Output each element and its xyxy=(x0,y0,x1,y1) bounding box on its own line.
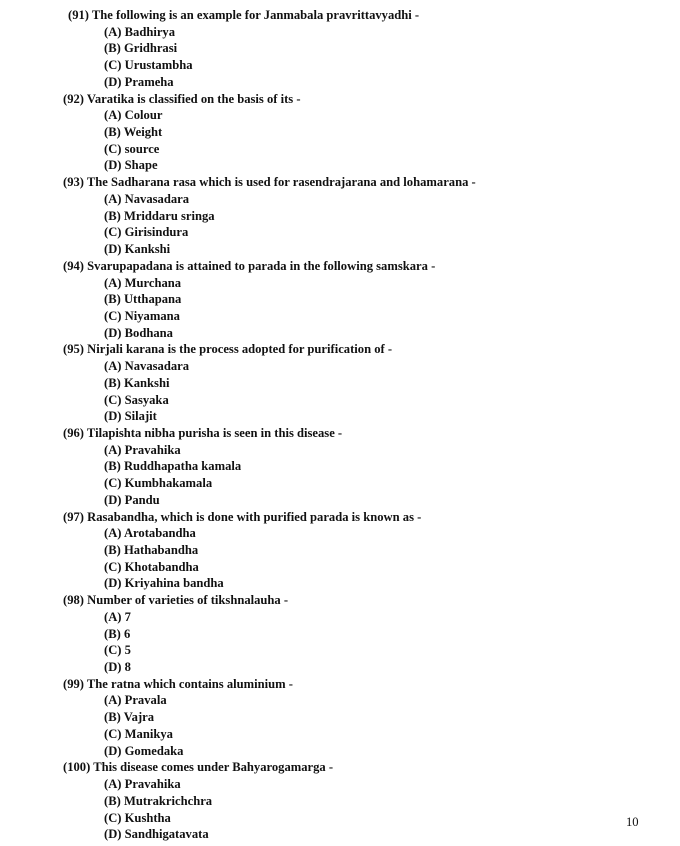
option-text: Kankshi xyxy=(123,375,170,390)
question-text: Svarupapadana is attained to parada in the following samskara - xyxy=(87,258,436,273)
option-label: (D) xyxy=(104,409,122,424)
option-text: Colour xyxy=(124,108,163,123)
question-line xyxy=(0,258,680,275)
answer-option xyxy=(0,241,680,258)
answer-option xyxy=(0,24,680,41)
option-text: Weight xyxy=(123,125,163,140)
question-number: (95) xyxy=(63,342,84,357)
question-text: This disease comes under Bahyarogamarga - xyxy=(93,760,334,775)
question-text: Tilapishta nibha purisha is seen in this disease - xyxy=(86,425,343,440)
option-text: Kriyahina bandha xyxy=(124,576,224,591)
question-number: (91) xyxy=(68,8,89,22)
option-label: (A) xyxy=(104,275,122,290)
answer-option xyxy=(0,642,680,659)
answer-option xyxy=(0,325,680,342)
question-text: The Sadharana rasa which is used for rasendrajarana and lohamarana - xyxy=(86,175,476,190)
question-number: (97) xyxy=(63,509,84,524)
question-text: Varatika is classified on the basis of its - xyxy=(86,91,301,106)
option-text: Gomedaka xyxy=(124,743,184,758)
answer-option xyxy=(0,375,680,392)
answer-option xyxy=(0,124,680,141)
answer-option xyxy=(0,726,680,743)
option-label: (B) xyxy=(104,710,121,725)
option-text: Kushtha xyxy=(124,810,171,825)
option-label: (B) xyxy=(104,41,121,56)
question-block xyxy=(0,425,680,509)
option-text: Sasyaka xyxy=(124,392,169,407)
option-text: 7 xyxy=(124,609,131,624)
question-line xyxy=(0,341,680,358)
question-line xyxy=(0,676,680,693)
option-text: Niyamana xyxy=(124,308,180,323)
question-block xyxy=(0,341,680,425)
answer-option xyxy=(0,692,680,709)
option-label: (A) xyxy=(104,108,122,123)
option-label: (A) xyxy=(104,191,122,206)
answer-option xyxy=(0,408,680,425)
option-label: (C) xyxy=(104,726,122,741)
question-number: (92) xyxy=(63,91,84,106)
option-text: Shape xyxy=(124,158,158,173)
option-text: Pravahika xyxy=(124,442,181,457)
question-line xyxy=(0,91,680,108)
answer-option xyxy=(0,776,680,793)
answer-option xyxy=(0,542,680,559)
question-block xyxy=(0,676,680,760)
option-text: Sandhigatavata xyxy=(124,827,209,842)
option-text: Silajit xyxy=(124,409,157,424)
answer-option xyxy=(0,224,680,241)
option-label: (C) xyxy=(104,643,122,658)
question-number: (93) xyxy=(63,175,84,190)
answer-option xyxy=(0,57,680,74)
option-label: (B) xyxy=(104,626,121,641)
question-text: Number of varieties of tikshnalauha - xyxy=(87,593,289,608)
option-label: (A) xyxy=(104,777,122,792)
answer-option xyxy=(0,74,680,91)
option-text: 6 xyxy=(123,626,131,641)
option-label: (A) xyxy=(104,442,122,457)
question-number: (99) xyxy=(63,676,84,691)
question-line xyxy=(0,174,680,191)
option-label: (A) xyxy=(104,526,122,541)
option-label: (D) xyxy=(104,492,122,507)
question-number: (98) xyxy=(63,593,84,608)
option-text: 8 xyxy=(124,660,131,675)
page-number: 10 xyxy=(626,815,639,829)
option-text: Manikya xyxy=(124,726,173,741)
option-text: Urustambha xyxy=(124,58,193,73)
option-label: (D) xyxy=(104,158,122,173)
question-line xyxy=(0,7,680,24)
question-line xyxy=(0,509,680,526)
question-text: Rasabandha, which is done with purified parada is known as - xyxy=(87,509,422,524)
option-label: (B) xyxy=(104,208,121,223)
answer-option xyxy=(0,157,680,174)
option-label: (D) xyxy=(104,576,122,591)
option-text: Ruddhapatha kamala xyxy=(123,459,242,474)
option-text: Mutrakrichchra xyxy=(123,793,213,808)
question-number: (94) xyxy=(63,258,84,273)
option-label: (C) xyxy=(104,308,122,323)
answer-option xyxy=(0,208,680,225)
option-label: (C) xyxy=(104,58,122,73)
question-text: Nirjali karana is the process adopted for purification of - xyxy=(87,342,393,357)
answer-option xyxy=(0,609,680,626)
question-number: (96) xyxy=(63,425,84,440)
answer-option xyxy=(0,40,680,57)
option-text: Badhirya xyxy=(124,24,176,39)
option-label: (C) xyxy=(104,559,122,574)
answer-option xyxy=(0,743,680,760)
option-text: Prameha xyxy=(124,74,174,89)
answer-option xyxy=(0,358,680,375)
answer-option xyxy=(0,525,680,542)
option-text: Kankshi xyxy=(124,242,171,257)
option-label: (B) xyxy=(104,793,121,808)
option-text: Vajra xyxy=(123,710,155,725)
option-label: (D) xyxy=(104,660,122,675)
option-text: Pravahika xyxy=(124,777,181,792)
option-text: Pandu xyxy=(124,492,160,507)
option-label: (B) xyxy=(104,375,121,390)
answer-option xyxy=(0,275,680,292)
answer-option xyxy=(0,291,680,308)
question-block xyxy=(0,7,680,91)
answer-option xyxy=(0,659,680,676)
question-block xyxy=(0,91,680,175)
option-text: Gridhrasi xyxy=(123,41,178,56)
option-label: (D) xyxy=(104,242,122,257)
option-text: Mriddaru sringa xyxy=(123,208,215,223)
answer-option xyxy=(0,810,680,827)
answer-option xyxy=(0,191,680,208)
option-text: Kumbhakamala xyxy=(124,476,213,491)
question-line xyxy=(0,592,680,609)
question-block xyxy=(0,174,680,258)
answer-option xyxy=(0,107,680,124)
option-text: Utthapana xyxy=(123,292,182,307)
answer-option xyxy=(0,575,680,592)
option-text: Navasadara xyxy=(124,191,190,206)
option-label: (B) xyxy=(104,125,121,140)
option-text: Bodhana xyxy=(124,325,173,340)
option-label: (B) xyxy=(104,459,121,474)
option-label: (A) xyxy=(104,24,122,39)
option-label: (D) xyxy=(104,743,122,758)
option-label: (A) xyxy=(104,693,122,708)
answer-option xyxy=(0,826,680,843)
question-block xyxy=(0,592,680,676)
question-text: The ratna which contains aluminium - xyxy=(86,676,293,691)
answer-option xyxy=(0,458,680,475)
option-text: Arotabandha xyxy=(123,526,196,541)
option-label: (B) xyxy=(104,543,121,557)
option-text: source xyxy=(124,141,160,156)
option-text: Girisindura xyxy=(124,225,189,240)
option-text: Murchana xyxy=(124,275,182,290)
option-text: Navasadara xyxy=(124,359,190,374)
question-line xyxy=(0,759,680,776)
answer-option xyxy=(0,308,680,325)
option-label: (B) xyxy=(104,292,121,307)
answer-option xyxy=(0,442,680,459)
option-label: (C) xyxy=(104,141,122,156)
answer-option xyxy=(0,793,680,810)
question-text: The following is an example for Janmabala pravrittavyadhi - xyxy=(91,8,420,22)
answer-option xyxy=(0,626,680,643)
answer-option xyxy=(0,709,680,726)
option-label: (D) xyxy=(104,74,122,89)
option-label: (A) xyxy=(104,609,122,624)
question-list xyxy=(0,7,680,843)
option-label: (D) xyxy=(104,325,122,340)
option-label: (C) xyxy=(104,225,122,240)
answer-option xyxy=(0,492,680,509)
option-label: (D) xyxy=(104,827,122,842)
option-label: (A) xyxy=(104,359,122,374)
answer-option xyxy=(0,392,680,409)
option-text: Khotabandha xyxy=(124,559,199,574)
option-text: Pravala xyxy=(124,693,167,708)
answer-option xyxy=(0,141,680,158)
option-label: (C) xyxy=(104,810,122,825)
option-text: 5 xyxy=(124,643,131,658)
option-text: Hathabandha xyxy=(123,543,199,557)
option-label: (C) xyxy=(104,392,122,407)
answer-option xyxy=(0,559,680,576)
question-block xyxy=(0,258,680,342)
question-block xyxy=(0,759,680,843)
question-line xyxy=(0,425,680,442)
option-label: (C) xyxy=(104,476,122,491)
answer-option xyxy=(0,475,680,492)
question-number: (100) xyxy=(63,760,91,775)
question-block xyxy=(0,509,680,593)
